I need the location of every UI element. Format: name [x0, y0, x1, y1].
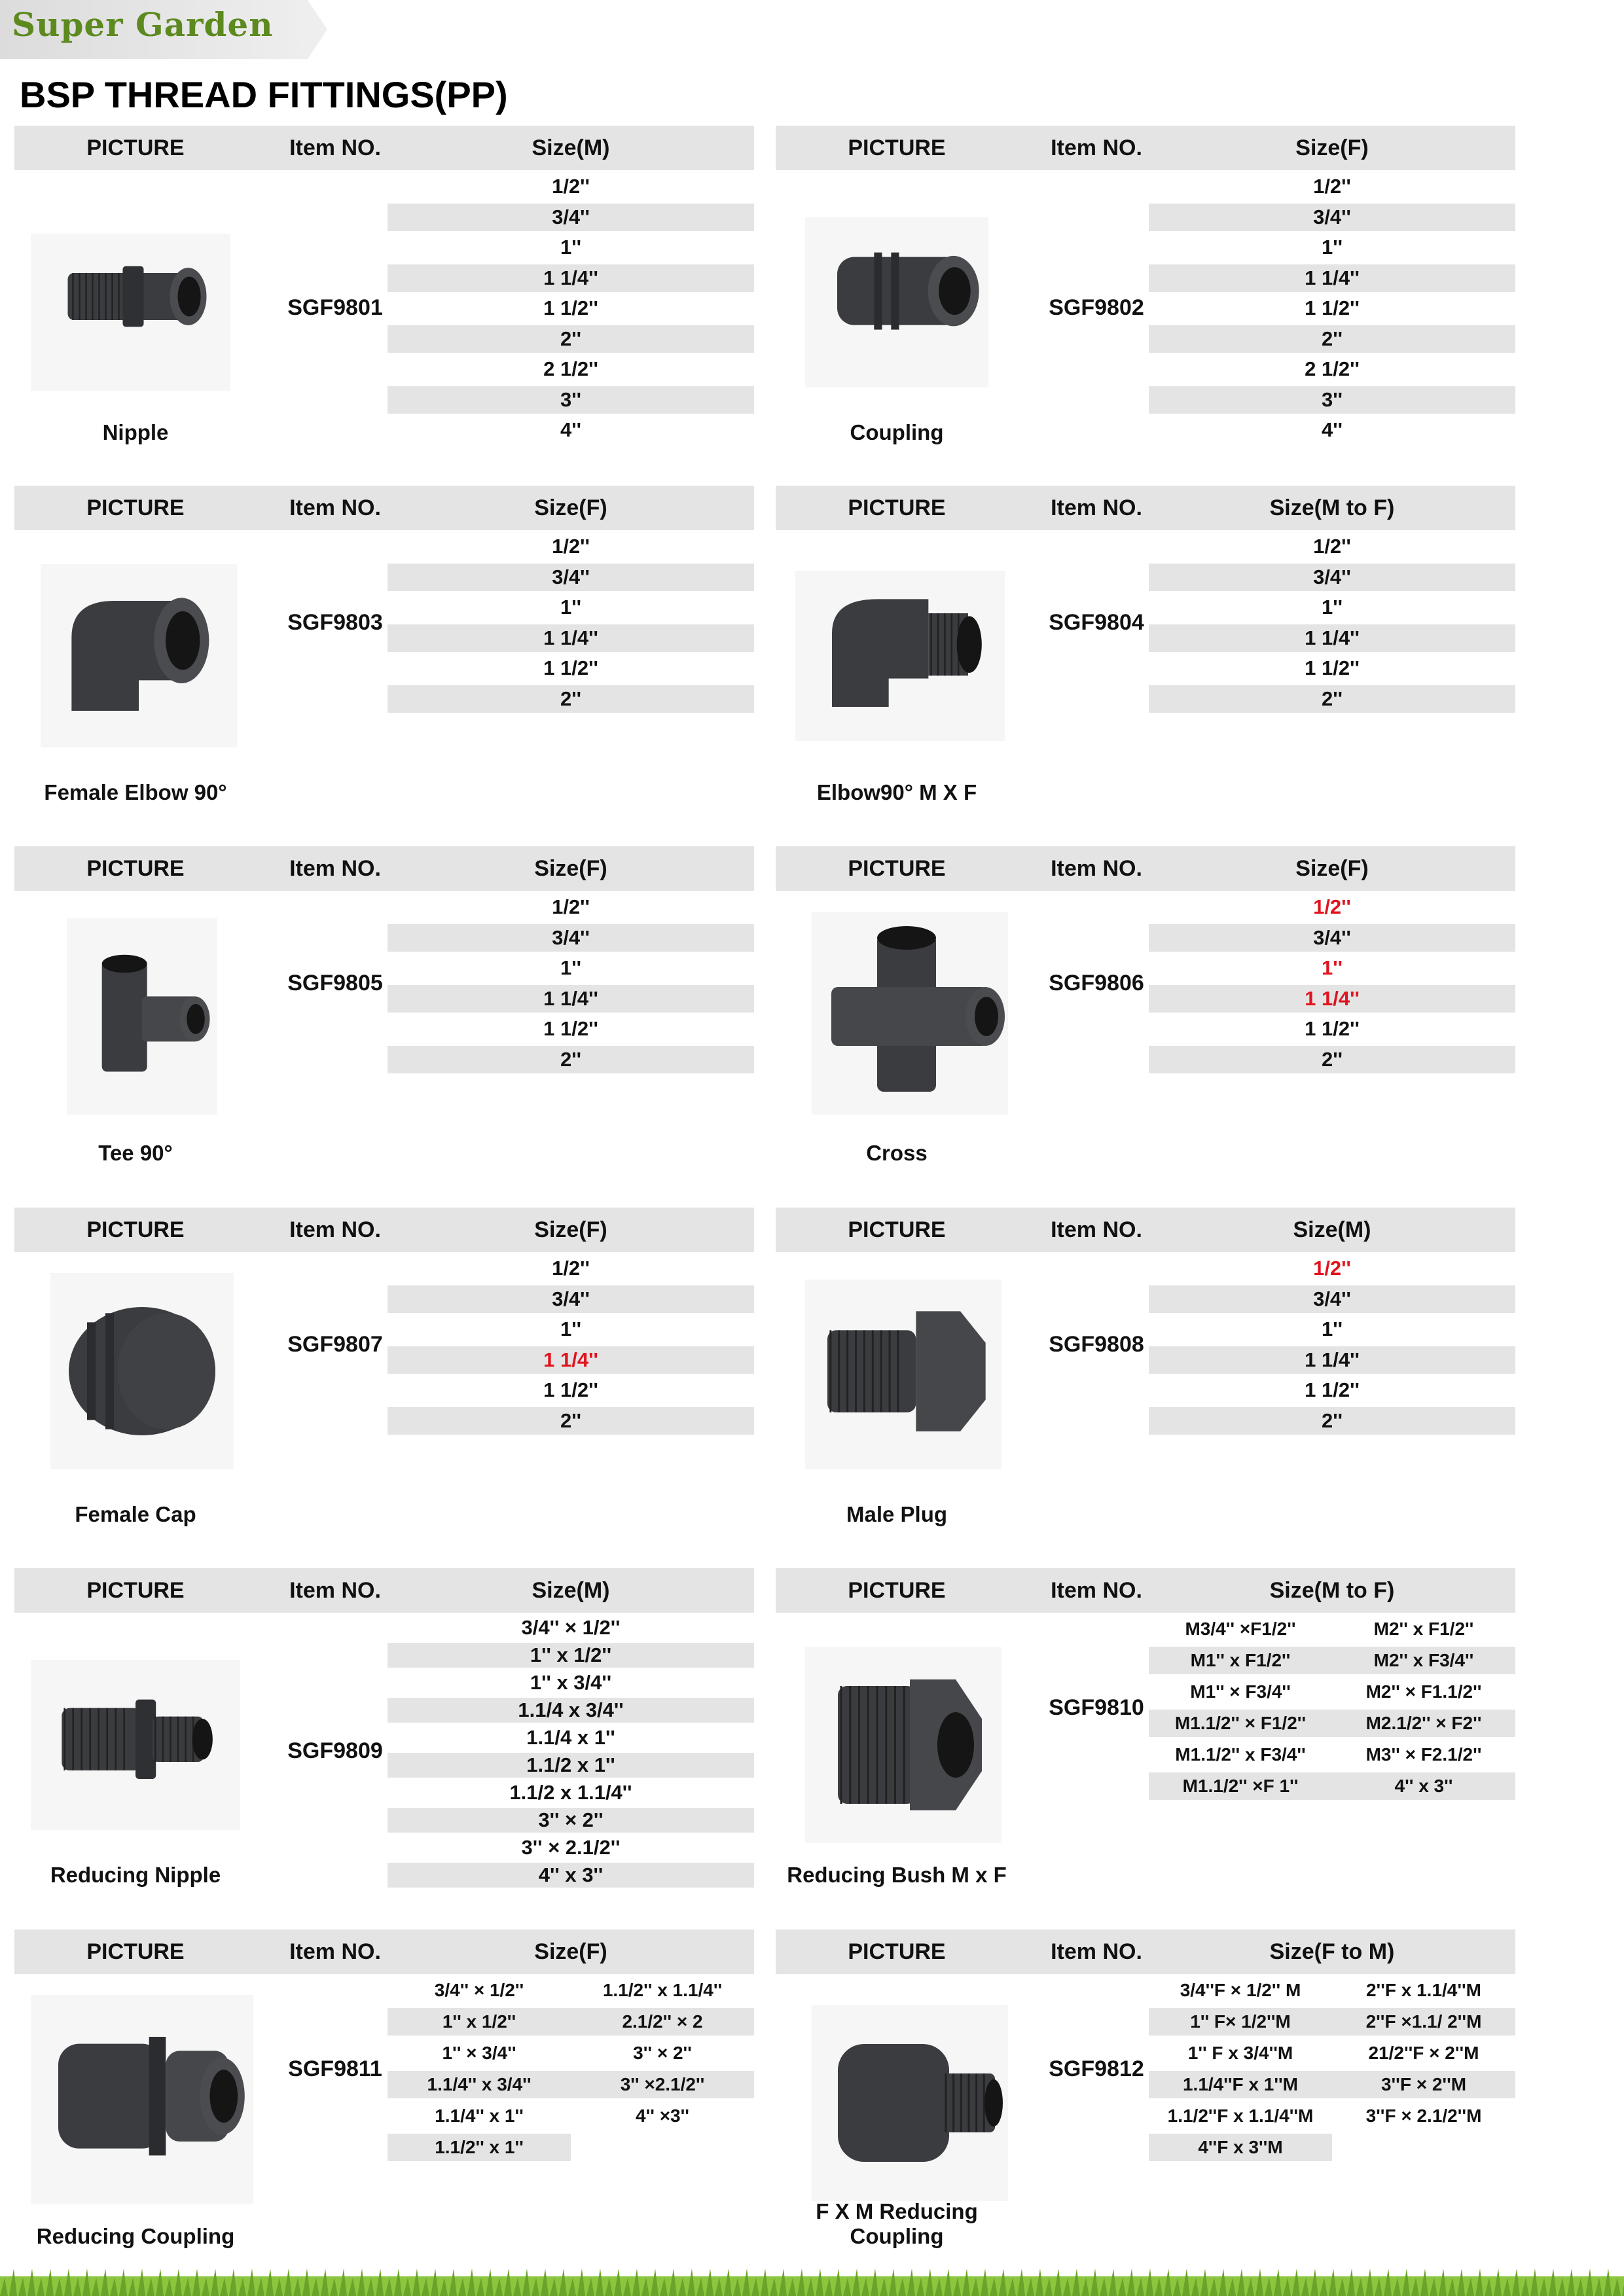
- size-row: 1 1/2'': [543, 1017, 598, 1040]
- cross-image: [812, 912, 1008, 1115]
- size-row: 1'': [560, 1318, 581, 1340]
- size-cell: 3''F × 2.1/2''M: [1365, 2106, 1482, 2126]
- product-block-sgf9811: [14, 1929, 754, 2270]
- size-row: 1'': [1322, 236, 1343, 259]
- header-size: Size(M): [532, 1578, 610, 1603]
- reducing-coupling-image: [31, 1995, 253, 2204]
- size-cell: 4'' ×3'': [636, 2106, 689, 2126]
- size-row: 4'': [1322, 418, 1343, 441]
- item-number: SGF9807: [287, 1331, 383, 1357]
- product-name: Female Elbow 90°: [44, 780, 227, 804]
- size-row: 4'': [560, 418, 581, 441]
- table-header: [776, 126, 1515, 170]
- size-row: 1 1/2'': [1305, 656, 1360, 679]
- size-row: 1'' x 3/4'': [530, 1671, 612, 1694]
- product-block-sgf9805: [14, 846, 754, 1187]
- size-cell: M2'' × F1.1/2'': [1365, 1681, 1482, 1702]
- size-row: 1 1/2'': [543, 296, 598, 319]
- size-cell: M2.1/2'' × F2'': [1332, 1710, 1515, 1737]
- size-row: 1 1/2'': [1305, 1378, 1360, 1401]
- elbow-m-x-f-image: [795, 571, 1005, 741]
- table-header: [14, 846, 754, 891]
- size-row: 1'': [1322, 956, 1343, 979]
- size-row: 1/2'': [1313, 535, 1351, 558]
- size-cell: 2''F ×1.1/ 2''M: [1332, 2008, 1515, 2036]
- product-name: Cross: [866, 1141, 928, 1165]
- size-row: 2 1/2'': [543, 357, 598, 380]
- female-cap-image: [50, 1273, 234, 1469]
- size-cell: M1.1/2'' × F1/2'': [1149, 1710, 1332, 1737]
- size-row: 2'': [388, 325, 754, 353]
- size-row: 1.1/4 x 1'': [526, 1726, 615, 1749]
- header-picture: PICTURE: [86, 1217, 185, 1242]
- male-plug-image: [805, 1280, 1001, 1469]
- coupling-image: [805, 217, 988, 387]
- header-picture: PICTURE: [848, 495, 946, 520]
- size-row: 3/4'': [1149, 1285, 1515, 1314]
- item-number: SGF9805: [287, 970, 383, 996]
- f-x-m-reducing-coupling-image: [812, 2005, 1008, 2201]
- size-cell: 3/4''F × 1/2'' M: [1180, 1980, 1301, 2000]
- product-name: Reducing Nipple: [50, 1863, 221, 1887]
- table-header: [14, 126, 754, 170]
- item-number: SGF9812: [1049, 2056, 1144, 2081]
- size-row: 1.1/2 x 1'': [388, 1753, 754, 1778]
- item-number: SGF9809: [287, 1738, 383, 1763]
- header-item-no: Item NO.: [1051, 495, 1142, 520]
- table-header: [776, 846, 1515, 891]
- header-size: Size(M to F): [1269, 1578, 1395, 1603]
- table-header: [776, 1568, 1515, 1613]
- product-block-sgf9806: [776, 846, 1515, 1187]
- reducing-bush-image: [805, 1647, 1001, 1843]
- header-size: Size(F): [534, 1939, 607, 1964]
- size-row: 1.1/2 x 1.1/4'': [509, 1781, 632, 1804]
- table-header: [776, 486, 1515, 530]
- table-header: [776, 1208, 1515, 1252]
- header-size: Size(M): [532, 135, 610, 160]
- header-size: Size(F to M): [1269, 1939, 1395, 1964]
- size-row: 2'': [388, 685, 754, 713]
- size-row: 2'': [1149, 1046, 1515, 1074]
- size-row: 1 1/2'': [1305, 296, 1360, 319]
- size-cell: 1.1/4'' x 3/4'': [388, 2071, 571, 2098]
- header-picture: PICTURE: [848, 1217, 946, 1242]
- size-row: 1'' x 1/2'': [388, 1643, 754, 1668]
- product-name: Coupling: [850, 420, 944, 444]
- size-cell: 1'' x 1/2'': [388, 2008, 571, 2036]
- brand-logo: Super Garden: [12, 5, 274, 44]
- size-row: 2'': [1149, 1407, 1515, 1435]
- size-row: 1 1/4'': [388, 624, 754, 653]
- size-cell: M1.1/2'' ×F 1'': [1149, 1772, 1332, 1800]
- size-row: 1 1/4'': [388, 264, 754, 293]
- size-row: 3/4'': [388, 204, 754, 232]
- size-row: 1.1/4 x 3/4'': [388, 1698, 754, 1723]
- product-name: Reducing Bush M x F: [787, 1863, 1007, 1887]
- item-number: SGF9811: [288, 2056, 382, 2081]
- size-row: 3'' × 2.1/2'': [521, 1836, 621, 1859]
- size-cell: 2.1/2'' × 2: [571, 2008, 754, 2036]
- size-row: 1 1/4'': [1149, 264, 1515, 293]
- header-size: Size(F): [534, 1217, 607, 1242]
- size-cell: 1.1/2'' x 1.1/4'': [602, 1980, 723, 2000]
- size-row: 3/4'': [1149, 564, 1515, 592]
- product-block-sgf9807: [14, 1208, 754, 1548]
- size-row: 1/2'': [1313, 175, 1351, 198]
- item-number: SGF9801: [287, 295, 383, 321]
- size-row: 2'': [1149, 325, 1515, 353]
- size-row: 3'': [1149, 386, 1515, 414]
- size-row: 1/2'': [1313, 1257, 1351, 1280]
- size-row: 1/2'': [552, 895, 590, 918]
- item-number: SGF9806: [1049, 970, 1144, 996]
- size-cell: 3''F × 2''M: [1332, 2071, 1515, 2098]
- item-number: SGF9802: [1049, 295, 1144, 321]
- size-row: 1 1/4'': [388, 1346, 754, 1374]
- size-row: 1/2'': [1313, 895, 1351, 918]
- header-item-no: Item NO.: [289, 135, 381, 160]
- product-name: F X M Reducing Coupling: [816, 2199, 978, 2248]
- size-cell: 1.1/4'' x 1'': [435, 2106, 524, 2126]
- size-cell: 1'' F x 3/4''M: [1187, 2043, 1293, 2063]
- header-item-no: Item NO.: [1051, 1578, 1142, 1603]
- header-item-no: Item NO.: [1051, 1939, 1142, 1964]
- product-block-sgf9803: [14, 486, 754, 826]
- header-size: Size(F): [534, 856, 607, 881]
- header-item-no: Item NO.: [289, 1939, 381, 1964]
- header-picture: PICTURE: [848, 1939, 946, 1964]
- size-cell: 1.1/2'' x 1'': [388, 2134, 571, 2161]
- product-name: Nipple: [102, 420, 169, 444]
- header-picture: PICTURE: [86, 856, 185, 881]
- size-cell: 4'' x 3'': [1332, 1772, 1515, 1800]
- header-size: Size(M to F): [1269, 495, 1395, 520]
- nipple-image: [31, 234, 230, 391]
- header-picture: PICTURE: [848, 135, 946, 160]
- size-cell: M1'' × F3/4'': [1190, 1681, 1291, 1702]
- table-header: [776, 1929, 1515, 1974]
- size-row: 1/2'': [552, 535, 590, 558]
- size-cell: 2''F x 1.1/4''M: [1365, 1980, 1482, 2000]
- size-cell: 1.1/2''F x 1.1/4''M: [1167, 2106, 1314, 2126]
- header-picture: PICTURE: [848, 856, 946, 881]
- header-size: Size(F): [1295, 135, 1369, 160]
- product-block-sgf9802: [776, 126, 1515, 466]
- grass-footer-decoration: [0, 2257, 1624, 2296]
- size-row: 3'' × 2'': [388, 1808, 754, 1833]
- size-row: 1 1/2'': [1305, 1017, 1360, 1040]
- size-row: 1 1/2'': [543, 1378, 598, 1401]
- item-number: SGF9808: [1049, 1331, 1144, 1357]
- table-header: [14, 1929, 754, 1974]
- header-item-no: Item NO.: [1051, 1217, 1142, 1242]
- header-picture: PICTURE: [86, 1578, 185, 1603]
- header-item-no: Item NO.: [289, 1217, 381, 1242]
- size-row: 1/2'': [552, 175, 590, 198]
- size-row: 2 1/2'': [1305, 357, 1360, 380]
- reducing-nipple-image: [31, 1660, 240, 1830]
- size-row: 1'': [1322, 596, 1343, 619]
- size-row: 2'': [1149, 685, 1515, 713]
- size-row: 3'': [388, 386, 754, 414]
- table-header: [14, 486, 754, 530]
- header-picture: PICTURE: [848, 1578, 946, 1603]
- header-size: Size(F): [1295, 856, 1369, 881]
- size-row: 1'': [1322, 1318, 1343, 1340]
- size-cell: M1'' x F1/2'': [1149, 1647, 1332, 1674]
- size-row: 2'': [388, 1407, 754, 1435]
- item-number: SGF9804: [1049, 609, 1144, 635]
- tee-image: [67, 918, 217, 1115]
- size-row: 1 1/2'': [543, 656, 598, 679]
- product-block-sgf9801: [14, 126, 754, 466]
- size-row: 3/4'' × 1/2'': [521, 1616, 621, 1639]
- item-number: SGF9810: [1049, 1695, 1144, 1720]
- size-cell: 1.1/4''F x 1''M: [1149, 2071, 1332, 2098]
- size-row: 1 1/4'': [1149, 624, 1515, 653]
- table-header: [14, 1568, 754, 1613]
- product-block-sgf9809: [14, 1568, 754, 1909]
- size-cell: 1'' F× 1/2''M: [1149, 2008, 1332, 2036]
- header-item-no: Item NO.: [289, 1578, 381, 1603]
- size-row: 3/4'': [388, 1285, 754, 1314]
- size-row: 4'' x 3'': [388, 1863, 754, 1888]
- header-size: Size(M): [1293, 1217, 1371, 1242]
- size-row: 1 1/4'': [1149, 1346, 1515, 1374]
- size-cell: 3'' ×2.1/2'': [571, 2071, 754, 2098]
- product-name: Elbow90° M X F: [816, 780, 977, 804]
- size-row: 3/4'': [1149, 204, 1515, 232]
- header-picture: PICTURE: [86, 495, 185, 520]
- size-cell: 3'' × 2'': [633, 2043, 692, 2063]
- product-name: Tee 90°: [98, 1141, 173, 1165]
- product-block-sgf9810: [776, 1568, 1515, 1909]
- size-cell: M1.1/2'' x F3/4'': [1175, 1744, 1306, 1765]
- product-block-sgf9804: [776, 486, 1515, 826]
- size-cell: 4''F x 3''M: [1149, 2134, 1332, 2161]
- header-item-no: Item NO.: [289, 856, 381, 881]
- header-picture: PICTURE: [86, 135, 185, 160]
- size-row: 1 1/4'': [388, 985, 754, 1013]
- product-block-sgf9812: [776, 1929, 1515, 2270]
- size-cell: M2'' x F3/4'': [1332, 1647, 1515, 1674]
- page-title: BSP THREAD FITTINGS(PP): [20, 74, 508, 115]
- size-cell: 1'' × 3/4'': [442, 2043, 516, 2063]
- size-cell: 3/4'' × 1/2'': [434, 1980, 524, 2000]
- size-row: 3/4'': [388, 564, 754, 592]
- table-header: [14, 1208, 754, 1252]
- header-picture: PICTURE: [86, 1939, 185, 1964]
- size-row: 1 1/4'': [1149, 985, 1515, 1013]
- size-row: 1'': [560, 956, 581, 979]
- header-item-no: Item NO.: [1051, 856, 1142, 881]
- size-row: 3/4'': [1149, 924, 1515, 952]
- size-cell: 21/2''F × 2''M: [1368, 2043, 1479, 2063]
- size-row: 1'': [560, 596, 581, 619]
- product-name: Male Plug: [846, 1502, 948, 1526]
- item-number: SGF9803: [287, 609, 383, 635]
- size-cell: M3/4'' ×F1/2'': [1185, 1619, 1296, 1639]
- product-name: Female Cap: [75, 1502, 196, 1526]
- size-cell: M2'' x F1/2'': [1373, 1619, 1474, 1639]
- product-name: Reducing Coupling: [36, 2224, 235, 2248]
- header-item-no: Item NO.: [1051, 135, 1142, 160]
- size-cell: M3'' × F2.1/2'': [1365, 1744, 1482, 1765]
- size-row: 2'': [388, 1046, 754, 1074]
- size-row: 1'': [560, 236, 581, 259]
- size-row: 3/4'': [388, 924, 754, 952]
- size-row: 1/2'': [552, 1257, 590, 1280]
- female-elbow-image: [41, 564, 237, 747]
- product-block-sgf9808: [776, 1208, 1515, 1548]
- header-item-no: Item NO.: [289, 495, 381, 520]
- header-size: Size(F): [534, 495, 607, 520]
